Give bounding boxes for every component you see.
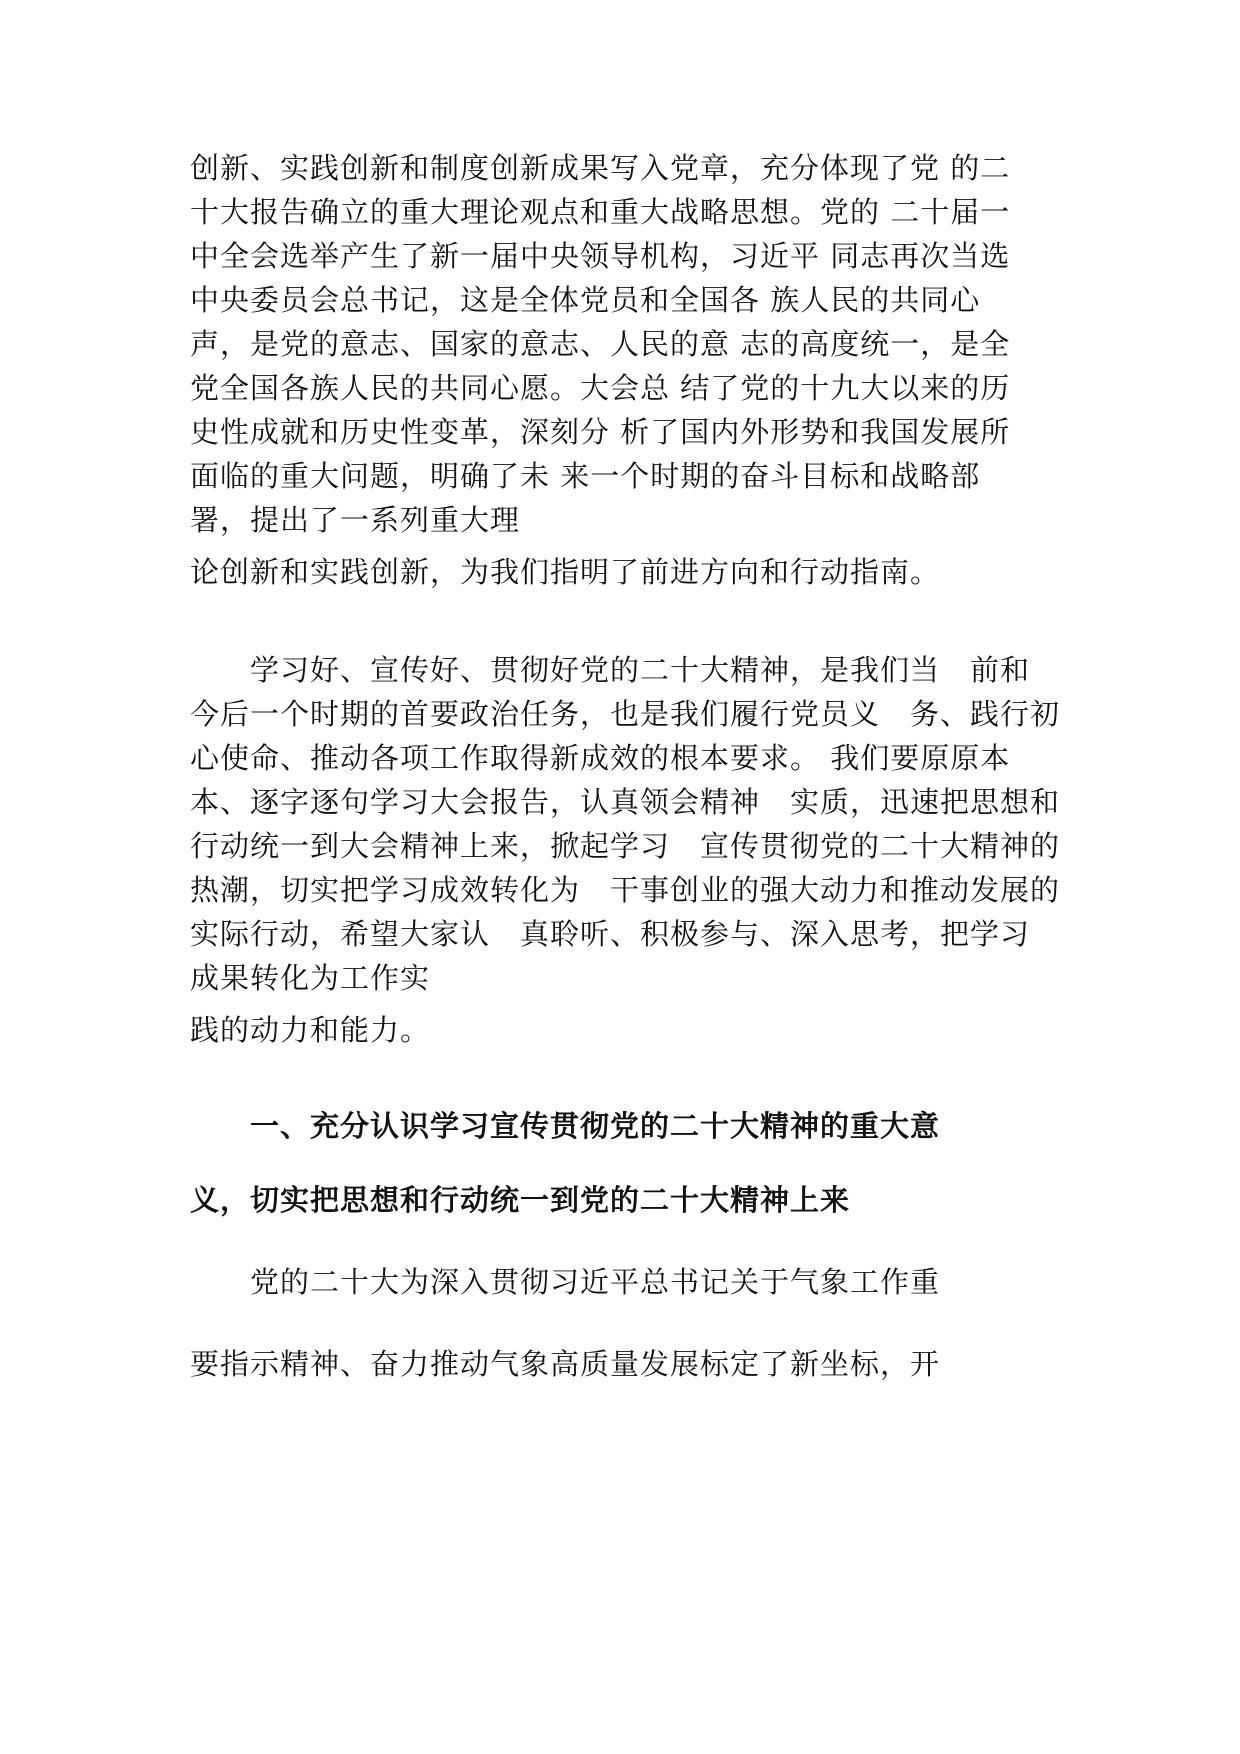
- paragraph-3-line-2: 要指示精神、奋力推动气象高质量发展标定了新坐标，开: [190, 1347, 941, 1381]
- paragraph-1-line-3: 中全会选举产生了新一届中央领导机构，习近平 同志再次当选: [190, 239, 1011, 273]
- paragraph-2-line-5: 行动统一到大会精神上来，掀起学习 宣传贯彻党的二十大精神的: [190, 829, 1061, 863]
- paragraph-1-line-6: 党全国各族人民的共同心愿。大会总 结了党的十九大以来的历: [190, 371, 1011, 405]
- paragraph-1-line-9: 署，提出了一系列重大理: [190, 503, 521, 537]
- paragraph-2-line-6: 热潮，切实把学习成效转化为 干事创业的强大动力和推动发展的: [190, 873, 1061, 907]
- paragraph-2-line-1: 学习好、宣传好、贯彻好党的二十大精神，是我们当 前和: [190, 653, 1031, 687]
- paragraph-2-line-8: 成果转化为工作实: [190, 961, 431, 995]
- paragraph-1-line-1: 创新、实践创新和制度创新成果写入党章，充分体现了党 的二: [190, 151, 1011, 185]
- paragraph-2-line-3: 心使命、推动各项工作取得新成效的根本要求。 我们要原原本: [190, 741, 1011, 775]
- paragraph-1-line-4: 中央委员会总书记，这是全体党员和全国各 族人民的共同心: [190, 283, 981, 317]
- paragraph-1-line-2: 十大报告确立的重大理论观点和重大战略思想。党的 二十届一: [190, 195, 1011, 229]
- paragraph-2-line-2: 今后一个时期的首要政治任务，也是我们履行党员义 务、践行初: [190, 697, 1061, 731]
- paragraph-2-line-4: 本、逐字逐句学习大会报告，认真领会精神 实质，迅速把思想和: [190, 785, 1061, 819]
- paragraph-2-line-7: 实际行动，希望大家认 真聆听、积极参与、深入思考，把学习: [190, 917, 1031, 951]
- section-heading-line-1: 一、充分认识学习宣传贯彻党的二十大精神的重大意: [190, 1109, 941, 1143]
- section-heading-line-2: 义，切实把思想和行动统一到党的二十大精神上来: [190, 1183, 851, 1217]
- paragraph-1-line-8: 面临的重大问题，明确了未 来一个时期的奋斗目标和战略部: [190, 459, 981, 493]
- paragraph-3-line-1: 党的二十大为深入贯彻习近平总书记关于气象工作重: [190, 1265, 941, 1299]
- paragraph-1-line-7: 史性成就和历史性变革，深刻分 析了国内外形势和我国发展所: [190, 415, 1011, 449]
- paragraph-2-tail: 践的动力和能力。: [190, 1013, 431, 1047]
- paragraph-1-line-5: 声，是党的意志、国家的意志、人民的意 志的高度统一，是全: [190, 327, 1011, 361]
- paragraph-1-tail: 论创新和实践创新，为我们指明了前进方向和行动指南。: [190, 555, 941, 589]
